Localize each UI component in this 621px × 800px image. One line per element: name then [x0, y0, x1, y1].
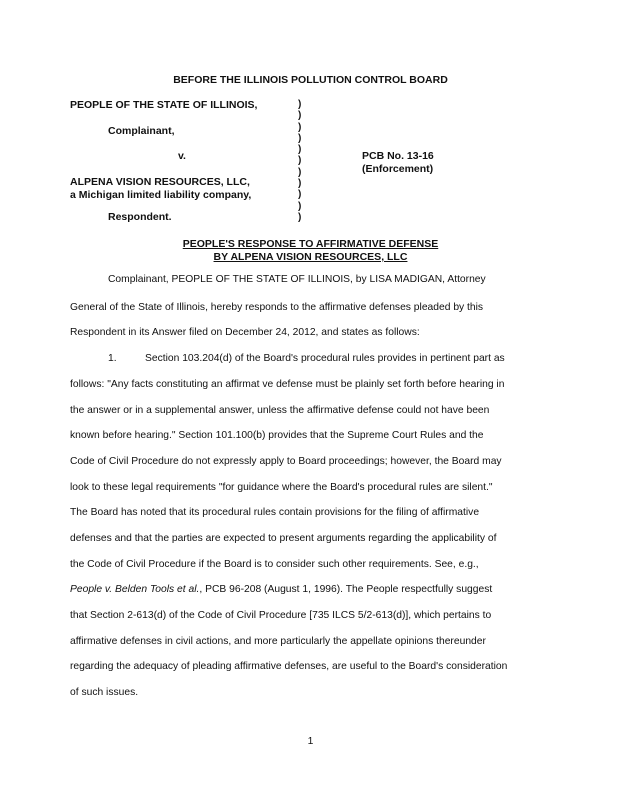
- intro-line: Respondent in its Answer filed on December 24, 2012, and states as follows:: [70, 327, 420, 338]
- paren: ): [298, 166, 302, 178]
- paren: ): [298, 99, 302, 110]
- caption-defendant-role: Respondent.: [108, 211, 172, 223]
- intro-line: Complainant, PEOPLE OF THE STATE OF ILLINOIS, by LISA MADIGAN, Attorney: [108, 274, 486, 285]
- paragraph-line: defenses and that the parties are expected to present arguments regarding the applicability of: [70, 533, 497, 544]
- document-title-line1: PEOPLE'S RESPONSE TO AFFIRMATIVE DEFENSE: [182, 238, 439, 250]
- paragraph-number: 1.: [108, 353, 117, 364]
- paragraph-line: the answer or in a supplemental answer, unless the affirmative defense could not have been: [70, 405, 490, 416]
- page-number: 1: [307, 736, 314, 747]
- paren: ): [298, 200, 302, 212]
- paragraph-line: look to these legal requirements "for guidance where the Board's procedural rules are silent.": [70, 482, 493, 493]
- caption-defendant-line2: a Michigan limited liability company,: [70, 189, 252, 201]
- paragraph-line: the Code of Civil Procedure if the Board is to consider such other requirements. See, e.g.,: [70, 559, 479, 570]
- caption-defendant-line1: ALPENA VISION RESOURCES, LLC,: [70, 176, 250, 188]
- paragraph-first-line: Section 103.204(d) of the Board's procedural rules provides in pertinent part as: [145, 353, 505, 364]
- paren: ): [298, 144, 302, 156]
- paragraph-line: The Board has noted that its procedural rules contain provisions for the filing of affirmative: [70, 507, 480, 518]
- paragraph-line: Code of Civil Procedure do not expressly apply to Board proceedings; however, the Board may: [70, 456, 502, 467]
- case-number: PCB No. 13-16: [362, 150, 434, 162]
- caption-paren-column: [298, 99, 301, 223]
- paren: ): [298, 189, 302, 201]
- paragraph-line: affirmative defenses in civil actions, and more particularly the appellate opinions thereunder: [70, 636, 486, 647]
- caption-plaintiff-role: Complainant,: [108, 125, 175, 137]
- paragraph-line: follows: "Any facts constituting an affirmat ve defense must be plainly set forth before hearing in: [70, 379, 505, 390]
- paren: ): [298, 132, 302, 144]
- citation-line: [70, 584, 492, 595]
- intro-line: General of the State of Illinois, hereby responds to the affirmative defenses pleaded by this: [70, 302, 484, 313]
- case-type: (Enforcement): [362, 163, 434, 175]
- paragraph-line: of such issues.: [70, 687, 139, 698]
- paragraph-line: regarding the adequacy of pleading affirmative defenses, are useful to the Board's consideration: [70, 661, 508, 672]
- paren: ): [298, 121, 302, 133]
- paren: ): [298, 110, 302, 122]
- case-citation: People v. Belden Tools et al.: [70, 584, 200, 595]
- document-title-line2: BY ALPENA VISION RESOURCES, LLC: [213, 251, 408, 263]
- paragraph-line: that Section 2-613(d) of the Code of Civil Procedure [735 ILCS 5/2-613(d)], which pertains to: [70, 610, 492, 621]
- board-heading: BEFORE THE ILLINOIS POLLUTION CONTROL BOARD: [173, 74, 448, 86]
- caption-plaintiff: PEOPLE OF THE STATE OF ILLINOIS,: [70, 99, 258, 111]
- paren: ): [298, 211, 302, 223]
- paragraph-line: known before hearing." Section 101.100(b) provides that the Supreme Court Rules and the: [70, 430, 484, 441]
- paren: ): [298, 178, 302, 190]
- paren: ): [298, 155, 302, 167]
- caption-versus: v.: [178, 150, 186, 162]
- citation-rest: , PCB 96-208 (August 1, 1996). The People respectfully suggest: [199, 584, 493, 595]
